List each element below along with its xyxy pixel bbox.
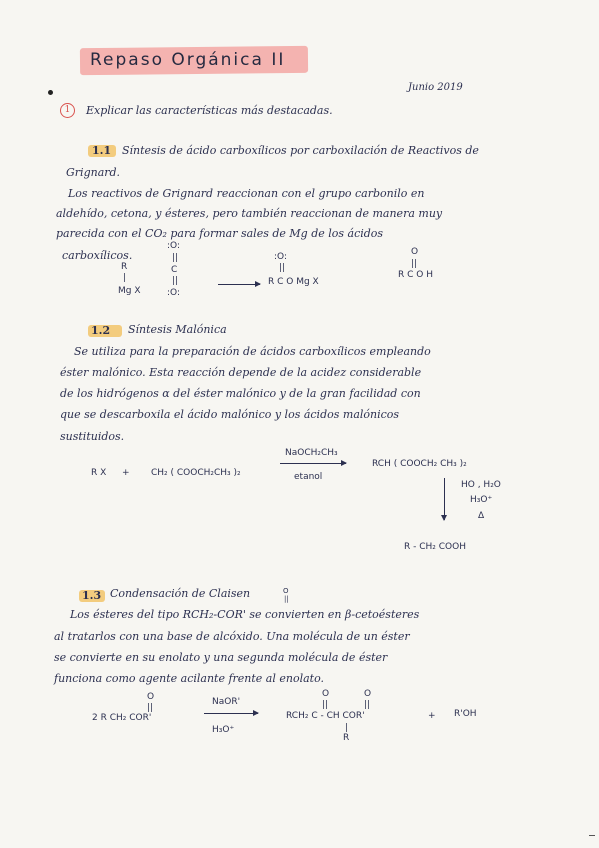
- section-heading: Condensación de Claisen: [110, 587, 251, 600]
- chem-bond: ||: [147, 703, 154, 713]
- plus-sign: +: [428, 711, 436, 721]
- chem-text: CH₂ ( COOCH₂CH₃ )₂: [151, 468, 241, 478]
- page-title: Repaso Orgánica II: [90, 50, 286, 70]
- chem-text: 2 R CH₂ COR': [92, 713, 152, 723]
- chem-text: :O:: [274, 252, 287, 262]
- page-edge-mark: [589, 835, 595, 836]
- reaction-arrow: [218, 284, 260, 285]
- paragraph-line: de los hidrógenos α del éster malónico y de la gran facilidad con: [60, 387, 421, 400]
- chem-text: RCH₂ C - CH COR': [286, 711, 365, 721]
- section-number: 1.2: [91, 324, 111, 337]
- chem-text: R C O H: [398, 270, 433, 280]
- reagent-label: H₃O⁺: [470, 495, 493, 505]
- question-number-badge: 1: [60, 103, 75, 118]
- paragraph-line: Los ésteres del tipo RCH₂-COR' se convierten en β-cetoésteres: [70, 608, 420, 621]
- reagent-label: HO , H₂O: [461, 480, 501, 490]
- plus-sign: +: [122, 468, 130, 478]
- chem-bond: ||: [172, 253, 179, 263]
- reagent-label: etanol: [294, 472, 323, 482]
- chem-bond: ||: [172, 276, 179, 286]
- chem-bond: ||: [284, 595, 289, 603]
- chem-text: Mg X: [118, 286, 141, 296]
- reagent-label: H₃O⁺: [212, 725, 235, 735]
- chem-text: O: [147, 692, 155, 702]
- paragraph-line: se convierte en su enolato y una segunda molécula de éster: [54, 651, 388, 664]
- section-heading: Síntesis Malónica: [128, 323, 227, 336]
- paragraph-line: sustituidos.: [60, 430, 125, 443]
- chem-bond: ||: [322, 700, 329, 710]
- vertical-reaction-arrow: [444, 478, 445, 520]
- chem-bond: ||: [411, 259, 418, 269]
- paragraph-line: que se descarboxila el ácido malónico y los ácidos malónicos: [60, 408, 400, 421]
- paragraph-line: al tratarlos con una base de alcóxido. Una molécula de un éster: [54, 630, 410, 643]
- reaction-arrow: [280, 463, 346, 464]
- chem-text: R - CH₂ COOH: [404, 542, 466, 552]
- chem-text: :O:: [167, 288, 180, 298]
- chem-text: :O:: [167, 241, 180, 251]
- paragraph-line: carboxílicos.: [62, 249, 133, 262]
- paragraph-line: funciona como agente acilante frente al enolato.: [54, 672, 325, 685]
- section-heading-continued: Grignard.: [66, 166, 121, 179]
- chem-text: O: [322, 689, 330, 699]
- chem-text: R'OH: [454, 709, 477, 719]
- section-number: 1.3: [82, 589, 102, 602]
- paragraph-line: parecida con el CO₂ para formar sales de Mg de los ácidos: [56, 227, 384, 240]
- chem-text: R: [343, 733, 350, 743]
- chem-text: R: [121, 262, 128, 272]
- section-number: 1.1: [92, 144, 112, 157]
- chem-text: O: [364, 689, 372, 699]
- reagent-label: NaOCH₂CH₃: [285, 448, 338, 458]
- reaction-arrow: [204, 713, 258, 714]
- chem-bond: |: [345, 723, 349, 733]
- chem-bond: |: [123, 273, 127, 283]
- chem-text: R X: [91, 468, 107, 478]
- date-label: Junio 2019: [408, 82, 463, 93]
- bullet-dot: [48, 90, 53, 95]
- chem-text: O: [283, 587, 289, 595]
- paragraph-line: Se utiliza para la preparación de ácidos carboxílicos empleando: [74, 345, 431, 358]
- chem-text: RCH ( COOCH₂ CH₃ )₂: [372, 459, 467, 469]
- chem-bond: ||: [279, 263, 286, 273]
- reagent-label: Δ: [478, 511, 485, 521]
- paragraph-line: Los reactivos de Grignard reaccionan con el grupo carbonilo en: [68, 187, 425, 200]
- chem-bond: ||: [364, 700, 371, 710]
- paragraph-line: aldehído, cetona, y ésteres, pero también reaccionan de manera muy: [56, 207, 443, 220]
- paragraph-line: éster malónico. Esta reacción depende de la acidez considerable: [60, 366, 422, 379]
- chem-text: C: [171, 265, 178, 275]
- chem-text: R C O Mg X: [268, 277, 319, 287]
- chem-text: O: [411, 247, 419, 257]
- question-text: Explicar las características más destacadas.: [86, 104, 333, 117]
- reagent-label: NaOR': [212, 697, 241, 707]
- section-heading: Síntesis de ácido carboxílicos por carboxilación de Reactivos de: [122, 144, 479, 157]
